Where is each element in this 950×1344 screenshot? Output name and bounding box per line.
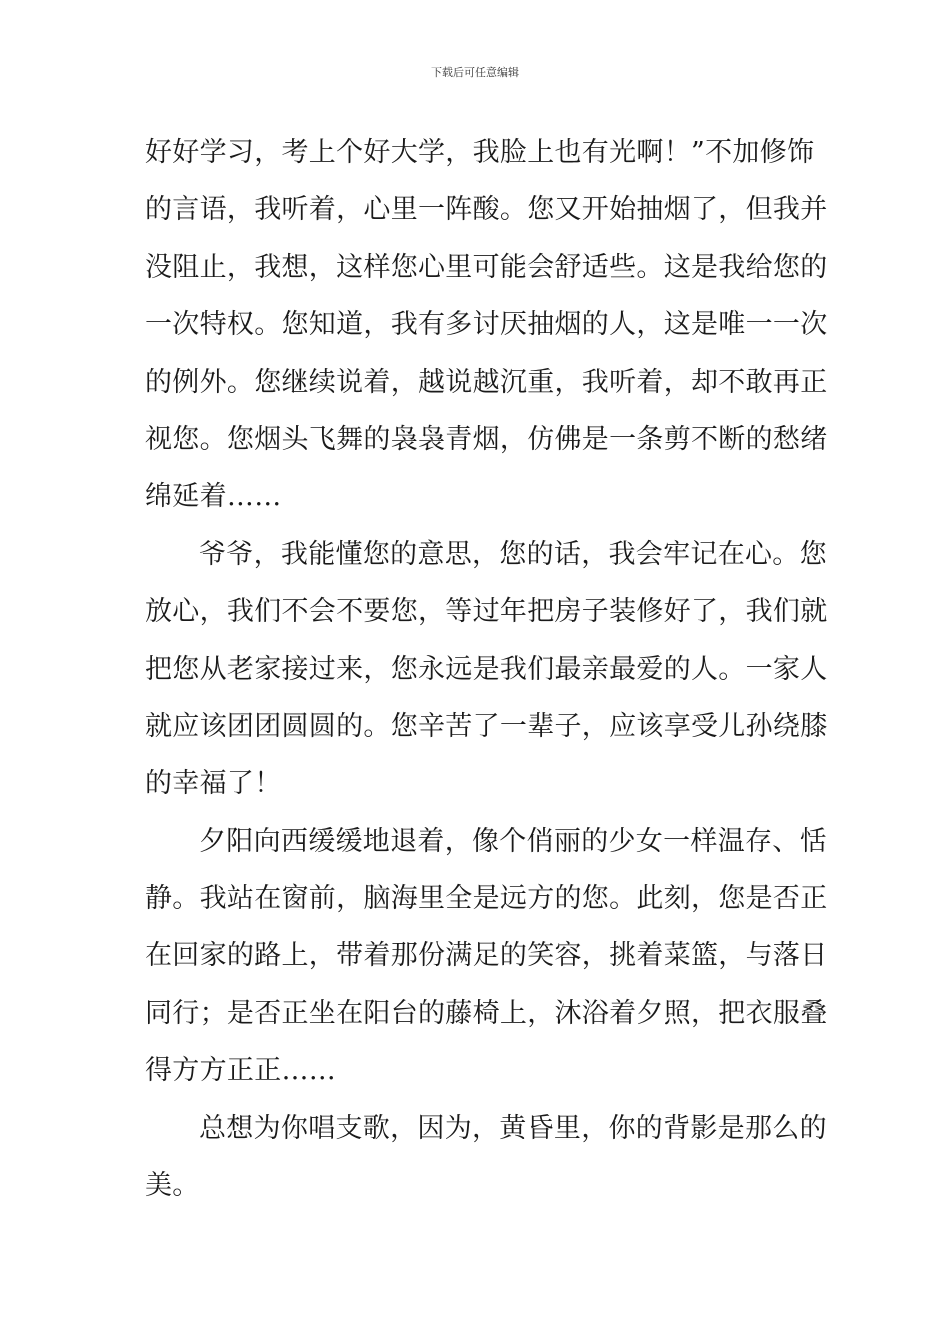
text-line: 的幸福了！ bbox=[145, 768, 282, 800]
text-line: 得方方正正…… bbox=[145, 1055, 337, 1087]
paragraph-3 bbox=[145, 813, 828, 1100]
text-line: 静。我站在窗前，脑海里全是远方的您。此刻，您是否正 bbox=[145, 883, 828, 915]
text-line: 绵延着…… bbox=[145, 481, 282, 513]
text-line: 夕阳向西缓缓地退着，像个俏丽的少女一样温存、恬 bbox=[199, 825, 827, 857]
text-line: 的例外。您继续说着，越说越沉重，我听着，却不敢再正 bbox=[145, 366, 828, 398]
text-line: 好好学习，考上个好大学，我脸上也有光啊！”不加修饰 bbox=[145, 137, 815, 168]
text-line: 放心，我们不会不要您，等过年把房子装修好了，我们就 bbox=[145, 596, 828, 628]
paragraph-2 bbox=[145, 526, 828, 813]
text-line: 视您。您烟头飞舞的袅袅青烟，仿佛是一条剪不断的愁绪 bbox=[145, 423, 828, 455]
text-line: 在回家的路上，带着那份满足的笑容，挑着菜篮，与落日 bbox=[145, 940, 828, 972]
page-header: 下载后可任意编辑 bbox=[431, 66, 519, 79]
document-body bbox=[145, 124, 828, 1214]
paragraph-1 bbox=[145, 124, 828, 526]
text-line: 美。 bbox=[145, 1170, 200, 1202]
text-line: 把您从老家接过来，您永远是我们最亲最爱的人。一家人 bbox=[145, 653, 828, 685]
text-line: 一次特权。您知道，我有多讨厌抽烟的人，这是唯一一次 bbox=[145, 309, 828, 341]
text-line: 的言语，我听着，心里一阵酸。您又开始抽烟了，但我并 bbox=[145, 194, 828, 226]
paragraph-4 bbox=[145, 1100, 827, 1215]
text-line: 没阻止，我想，这样您心里可能会舒适些。这是我给您的 bbox=[145, 251, 828, 283]
text-line: 总想为你唱支歌，因为，黄昏里，你的背影是那么的 bbox=[199, 1112, 827, 1144]
text-line: 就应该团团圆圆的。您辛苦了一辈子，应该享受儿孙绕膝 bbox=[145, 710, 828, 742]
text-line: 同行；是否正坐在阳台的藤椅上，沐浴着夕照，把衣服叠 bbox=[145, 997, 828, 1029]
text-line: 爷爷，我能懂您的意思，您的话，我会牢记在心。您 bbox=[199, 538, 827, 570]
